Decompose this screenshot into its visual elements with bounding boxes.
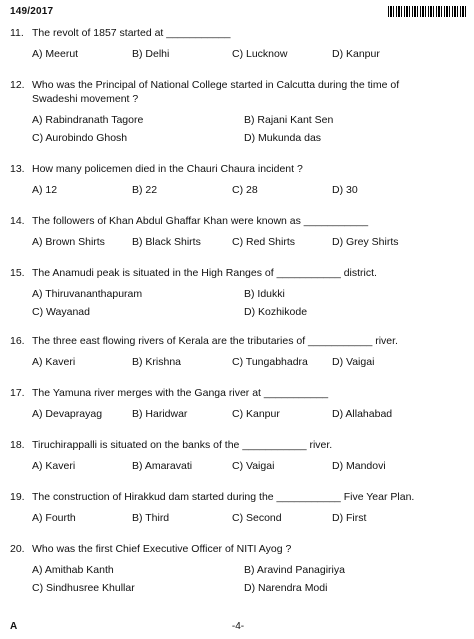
option-b: B) 22: [132, 184, 158, 196]
option-d: D) First: [332, 512, 367, 524]
question-19: [10, 490, 466, 542]
option-c: C) Second: [232, 512, 282, 524]
option-d: D) Mukunda das: [244, 132, 322, 144]
option-a: A) Kaveri: [32, 356, 76, 368]
question-number: 13.: [10, 163, 25, 175]
question-text: Who was the first Chief Executive Officer of NITI Ayog ?: [32, 543, 292, 555]
option-a: A) Amithab Kanth: [32, 564, 114, 576]
question-number: 19.: [10, 491, 25, 503]
option-d: D) Kanpur: [332, 48, 380, 60]
question-text-continued: Swadeshi movement ?: [32, 93, 139, 105]
question-text: Tiruchirappalli is situated on the banks of the ___________ river.: [32, 439, 333, 451]
option-c: C) Sindhusree Khullar: [32, 582, 135, 594]
option-b: B) Krishna: [132, 356, 182, 368]
option-c: C) Wayanad: [32, 306, 90, 318]
option-b: B) Delhi: [132, 48, 170, 60]
series-label: A: [10, 621, 18, 632]
option-a: A) Thiruvananthapuram: [32, 288, 143, 300]
question-18: [10, 438, 466, 490]
option-b: B) Idukki: [244, 288, 285, 300]
option-b: B) Amaravati: [132, 460, 193, 472]
option-d: D) Vaigai: [332, 356, 375, 368]
question-text: The construction of Hirakkud dam started during the ___________ Five Year Plan.: [32, 491, 415, 503]
question-text: The Yamuna river merges with the Ganga river at ___________: [32, 387, 329, 399]
option-b: B) Rajani Kant Sen: [244, 114, 334, 126]
question-16: [10, 334, 466, 386]
question-20: [10, 542, 466, 610]
question-number: 12.: [10, 79, 25, 91]
question-number: 15.: [10, 267, 25, 279]
question-text: The Anamudi peak is situated in the High Ranges of ___________ district.: [32, 267, 377, 279]
option-c: C) Aurobindo Ghosh: [32, 132, 128, 144]
option-d: D) 30: [332, 184, 358, 196]
option-d: D) Kozhikode: [244, 306, 308, 318]
paper-code: 149/2017: [10, 5, 54, 17]
question-number: 11.: [10, 27, 24, 39]
question-text: How many policemen died in the Chauri Chaura incident ?: [32, 163, 303, 175]
option-d: D) Narendra Modi: [244, 582, 328, 594]
page-number: -4-: [231, 621, 245, 632]
option-c: C) Kanpur: [232, 408, 280, 420]
barcode-bars-icon: [388, 6, 466, 17]
option-a: A) Meerut: [32, 48, 79, 60]
question-text: Who was the Principal of National College started in Calcutta during the time of: [32, 79, 400, 91]
option-b: B) Black Shirts: [132, 236, 201, 248]
question-11: [10, 26, 466, 78]
option-a: A) Rabindranath Tagore: [32, 114, 144, 126]
question-number: 20.: [10, 543, 25, 555]
barcode: [388, 6, 466, 17]
question-15: [10, 266, 466, 334]
option-b: B) Third: [132, 512, 170, 524]
option-d: D) Mandovi: [332, 460, 386, 472]
option-c: C) Red Shirts: [232, 236, 296, 248]
option-c: C) Lucknow: [232, 48, 288, 60]
option-c: C) Tungabhadra: [232, 356, 308, 368]
question-17: [10, 386, 466, 438]
option-c: C) 28: [232, 184, 258, 196]
option-a: A) 12: [32, 184, 58, 196]
option-b: B) Aravind Panagiriya: [244, 564, 345, 576]
question-text: The revolt of 1857 started at ___________: [32, 27, 231, 39]
question-12: [10, 78, 466, 162]
option-c: C) Vaigai: [232, 460, 275, 472]
option-b: B) Haridwar: [132, 408, 188, 420]
question-list: [10, 26, 466, 610]
option-a: A) Devaprayag: [32, 408, 103, 420]
question-number: 17.: [10, 387, 25, 399]
question-text: The followers of Khan Abdul Ghaffar Khan were known as ___________: [32, 215, 369, 227]
question-number: 18.: [10, 439, 25, 451]
question-14: [10, 214, 466, 266]
option-a: A) Brown Shirts: [32, 236, 105, 248]
page-header: [10, 4, 466, 18]
question-text: The three east flowing rivers of Kerala are the tributaries of ___________ river.: [32, 335, 398, 347]
option-a: A) Kaveri: [32, 460, 76, 472]
question-number: 14.: [10, 215, 25, 227]
page-footer: [10, 621, 466, 635]
question-13: [10, 162, 466, 214]
option-a: A) Fourth: [32, 512, 76, 524]
option-d: D) Grey Shirts: [332, 236, 399, 248]
question-number: 16.: [10, 335, 25, 347]
option-d: D) Allahabad: [332, 408, 393, 420]
